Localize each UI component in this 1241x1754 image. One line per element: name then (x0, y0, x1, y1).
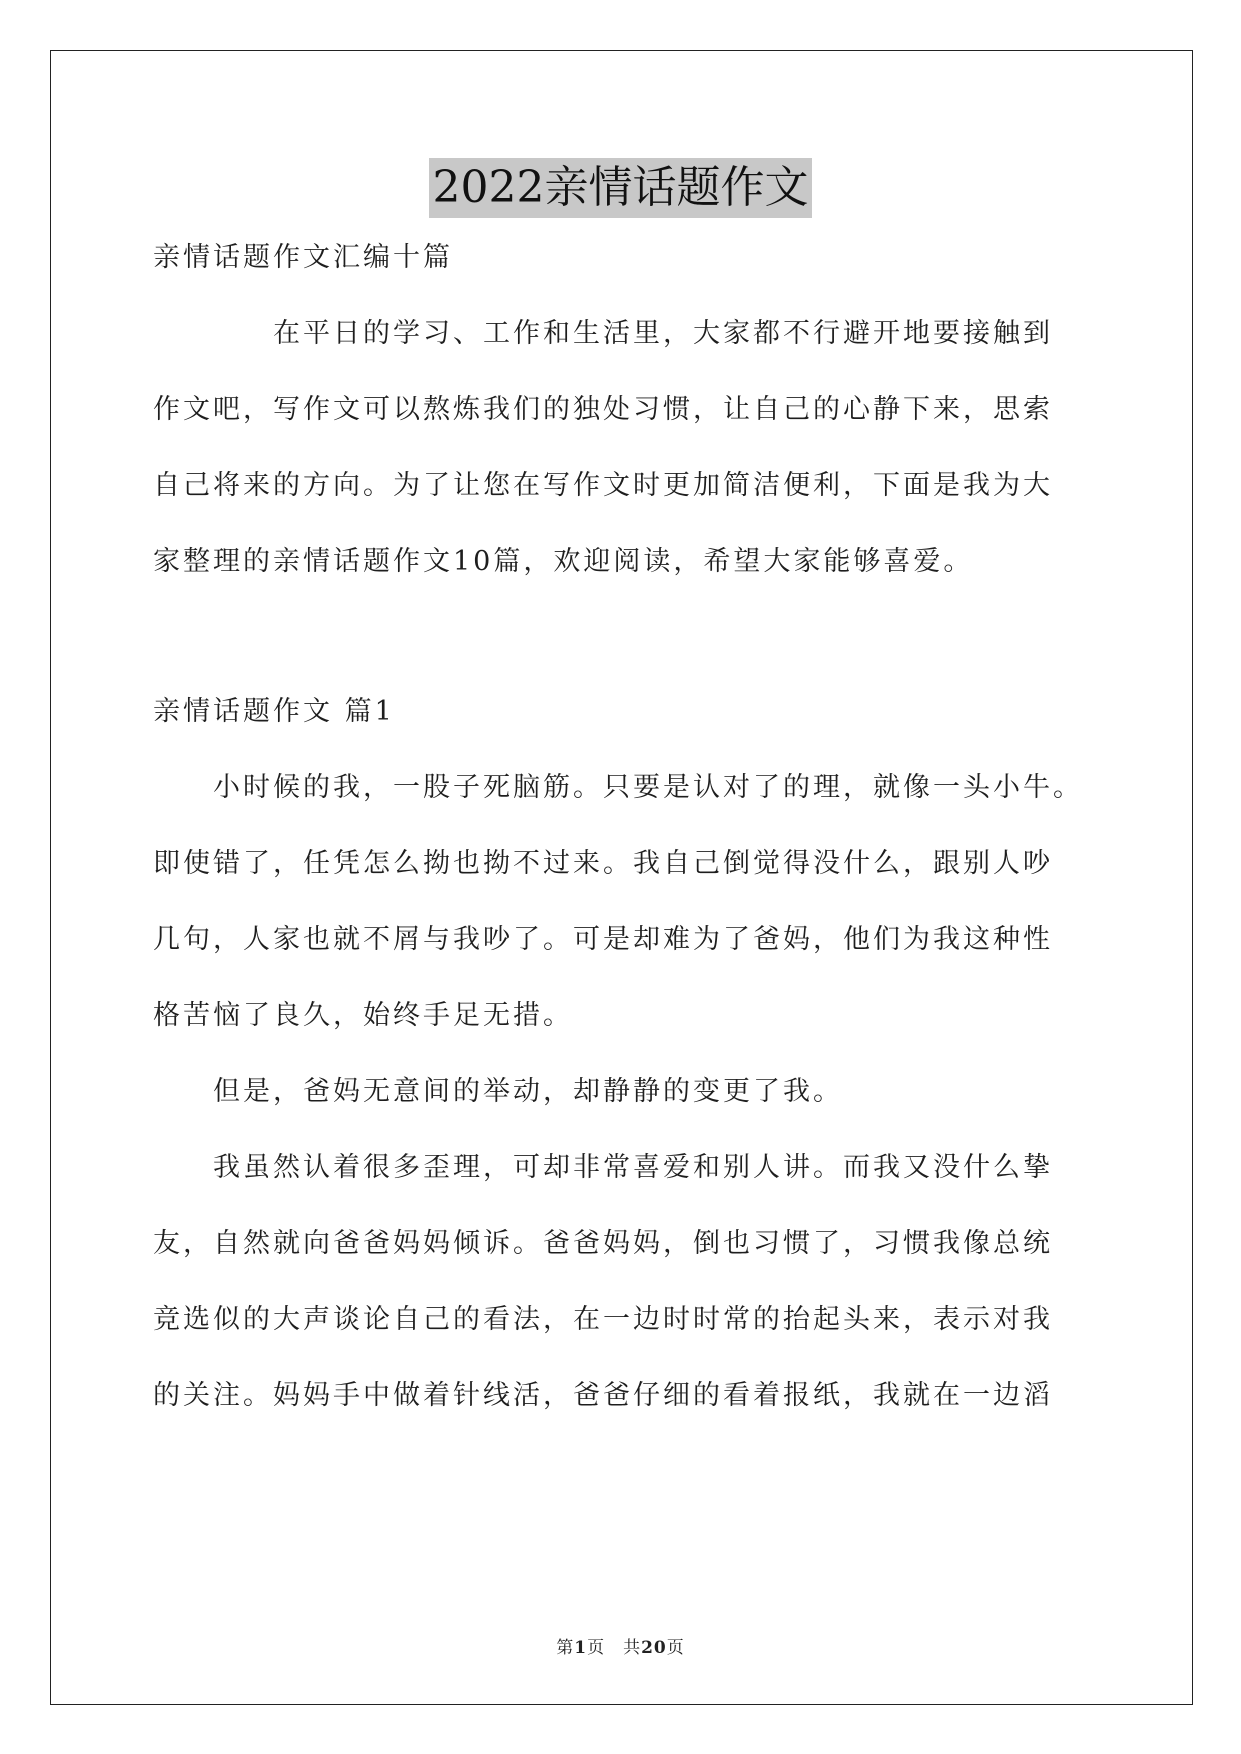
footer-mid: 页 共 (587, 1638, 642, 1658)
text-line: 家整理的亲情话题作文10篇，欢迎阅读，希望大家能够喜爱。 (153, 546, 974, 577)
footer-suffix: 页 (666, 1638, 685, 1658)
document-title: 2022亲情话题作文 (429, 158, 813, 218)
text-line: 格苦恼了良久，始终手足无措。 (153, 1000, 573, 1031)
text-line: 自己将来的方向。为了让您在写作文时更加简洁便利，下面是我为大 (153, 470, 1053, 501)
text-line: 我虽然认着很多歪理，可却非常喜爱和别人讲。而我又没什么挚 (153, 1152, 1053, 1183)
text-line: 几句，人家也就不屑与我吵了。可是却难为了爸妈，他们为我这种性 (153, 924, 1053, 955)
subtitle-line: 亲情话题作文汇编十篇 (153, 242, 453, 273)
text-line: 竞选似的大声谈论自己的看法，在一边时时常的抬起头来，表示对我 (153, 1304, 1053, 1335)
footer-prefix: 第 (556, 1638, 575, 1658)
text-line: 的关注。妈妈手中做着针线活，爸爸仔细的看着报纸，我就在一边滔 (153, 1380, 1053, 1411)
title-container (0, 158, 1241, 218)
text-line: 但是，爸妈无意间的举动，却静静的变更了我。 (153, 1076, 843, 1107)
text-line: 作文吧，写作文可以熬炼我们的独处习惯，让自己的心静下来，思索 (153, 394, 1053, 425)
text-line: 小时候的我，一股子死脑筋。只要是认对了的理，就像一头小牛。 (153, 772, 1083, 803)
text-line: 友，自然就向爸爸妈妈倾诉。爸爸妈妈，倒也习惯了，习惯我像总统 (153, 1228, 1053, 1259)
footer-page-number: 1 (574, 1638, 588, 1658)
text-line: 即使错了，任凭怎么拗也拗不过来。我自己倒觉得没什么，跟别人吵 (153, 848, 1053, 879)
page-footer (0, 1633, 1241, 1658)
section-heading: 亲情话题作文 篇1 (153, 696, 395, 727)
text-line: 在平日的学习、工作和生活里，大家都不行避开地要接触到 (153, 318, 1053, 349)
footer-total-pages: 20 (641, 1638, 667, 1658)
